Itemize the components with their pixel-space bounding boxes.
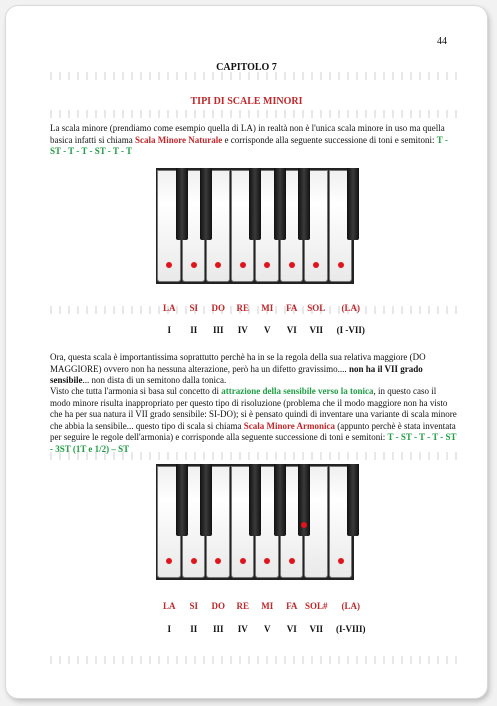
- scale-degree: III: [212, 624, 224, 634]
- highlight-harmonic-minor: Scala Minore Armonica: [243, 420, 336, 431]
- black-key: [176, 464, 188, 536]
- text: Ora, questa scala è importantissima soprattutto perchè ha in se la regola della sua relativa maggiore (DO MAGGIORE) ovvero non ha nessuna alterazione, però ha un difetto gravissimo....: [50, 352, 426, 374]
- scale-degree: VI: [286, 624, 297, 634]
- note-marker: [191, 558, 197, 564]
- note-name: (LA): [341, 303, 360, 313]
- piano-keyboard-2: [156, 464, 354, 580]
- highlight-natural-minor: Scala Minore Naturale: [134, 134, 223, 145]
- page-number: 44: [437, 36, 447, 47]
- note-name: SI: [189, 601, 199, 611]
- scale-degree: I: [167, 624, 172, 634]
- staff-watermark: [50, 656, 458, 664]
- piano-keyboard-1: [156, 168, 354, 284]
- note-marker: [289, 558, 295, 564]
- text: , in questo caso il modo minore risulta inappropriato per questo tipo di risoluzione (problema che il modo maggiore non ha visto che ha per sua natura il VII grado sensibile: SI-DO); si è pensato quindi di inventare una variante di scala minore che abbia la sensibile... questo tipo di scala si chiama: [50, 386, 457, 431]
- scale-degree: V: [264, 325, 271, 335]
- scale-degree: IV: [237, 624, 248, 634]
- text: (appunto perchè è stata inventata per seguire le regole dell'armonia) e corrisponde alla seguente successione di toni e semitoni:: [50, 420, 456, 442]
- black-key: [249, 168, 261, 240]
- note-name: SI: [189, 303, 199, 313]
- note-marker-sharp: [301, 522, 307, 528]
- note-name: SOL: [307, 303, 326, 313]
- black-key: [176, 168, 188, 240]
- note-marker: [240, 558, 246, 564]
- scale-degree: III: [212, 325, 224, 335]
- text: ... non dista di un semitono dalla tonica.: [82, 375, 227, 385]
- note-marker: [338, 262, 344, 268]
- highlight-attraction: attrazione della sensibile verso la tonica: [221, 386, 374, 396]
- note-name: FA: [286, 601, 298, 611]
- note-marker: [240, 262, 246, 268]
- scale-degree: IV: [237, 325, 248, 335]
- black-key: [200, 168, 212, 240]
- scale-degree: (I-VIII): [335, 624, 366, 634]
- note-name: SOL#: [304, 601, 328, 611]
- note-name: LA: [162, 303, 176, 313]
- scale-degree: II: [190, 624, 198, 634]
- scale-degree: V: [264, 624, 271, 634]
- scale-degree: VII: [309, 325, 324, 335]
- scale-degrees-1: [156, 325, 376, 337]
- note-name: LA: [162, 601, 176, 611]
- text: e corrisponde alla seguente successione di toni e semitoni:: [222, 134, 437, 145]
- text: La scala minore (prendiamo come esempio quella di LA) in realtà non è l'unica scala minore in uso ma quella basica infatti si chiama: [50, 123, 445, 145]
- paragraph-problem: [50, 352, 458, 387]
- note-marker: [191, 262, 197, 268]
- scale-degree: II: [190, 325, 198, 335]
- note-name: MI: [261, 303, 274, 313]
- note-name: MI: [261, 601, 274, 611]
- black-key: [347, 464, 359, 536]
- scale-degree: (I -VII): [336, 325, 365, 335]
- note-name: RE: [236, 601, 250, 611]
- interval-formula: T - ST - T - T - ST - T - T: [50, 134, 448, 156]
- staff-watermark: [50, 110, 458, 118]
- black-key: [274, 168, 286, 240]
- scale-degree: I: [167, 325, 172, 335]
- note-names-1: [156, 303, 376, 315]
- note-name: DO: [211, 601, 225, 611]
- section-title: TIPI DI SCALE MINORI: [190, 96, 303, 107]
- black-key: [347, 168, 359, 240]
- note-name: FA: [286, 303, 298, 313]
- note-name: (LA): [341, 601, 360, 611]
- staff-watermark: [50, 72, 458, 80]
- note-names-2: [156, 601, 376, 613]
- note-marker: [289, 262, 295, 268]
- paragraph-intro: [50, 123, 458, 158]
- black-key: [249, 464, 261, 536]
- scale-degree: VI: [286, 325, 297, 335]
- bold-text: non ha il VII grado sensibile: [50, 363, 423, 385]
- note-name: RE: [236, 303, 250, 313]
- black-key: [298, 168, 310, 240]
- paragraph-harmonic: [50, 386, 458, 455]
- chapter-title: CAPITOLO 7: [216, 62, 277, 73]
- text: Visto che tutta l'armonia si basa sul concetto di: [50, 386, 222, 396]
- black-key: [274, 464, 286, 536]
- note-marker: [338, 558, 344, 564]
- document-page: [6, 6, 487, 698]
- scale-degrees-2: [156, 624, 376, 636]
- black-key: [200, 464, 212, 536]
- note-name: DO: [211, 303, 225, 313]
- interval-formula: T - ST - T - T - ST - 3ST (1T e 1/2) – ST: [50, 432, 457, 454]
- scale-degree: VII: [309, 624, 324, 634]
